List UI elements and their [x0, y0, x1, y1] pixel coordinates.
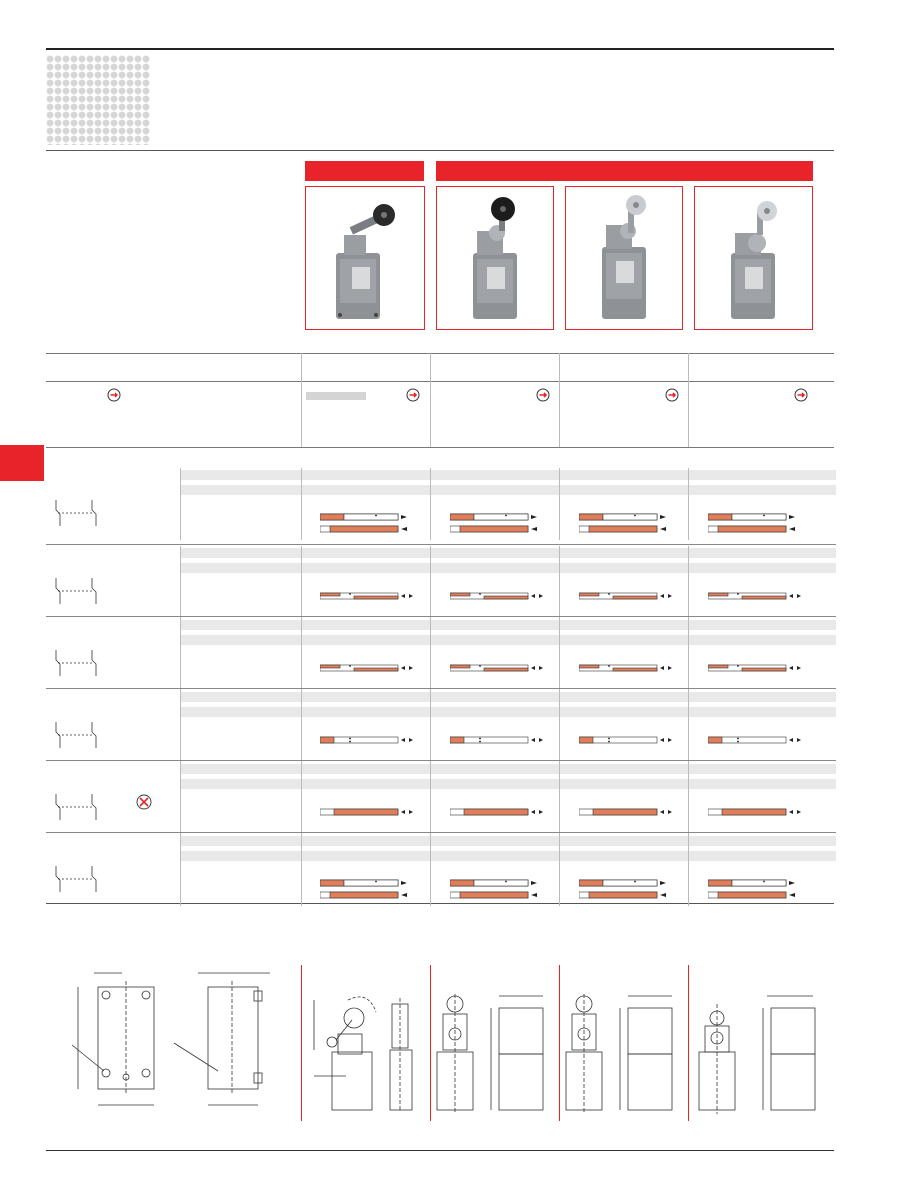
row-band-top	[180, 548, 836, 558]
row-col-sep	[688, 618, 689, 690]
positive-opening-icon	[536, 388, 550, 402]
row-band-bottom	[180, 707, 836, 717]
dimension-drawing-actuator-1	[306, 990, 424, 1118]
row-band-top	[180, 692, 836, 702]
travel-diagram	[708, 512, 808, 541]
travel-diagram	[579, 662, 679, 680]
dimension-drawing-actuator-4	[691, 990, 829, 1118]
row-band-bottom	[180, 485, 836, 495]
travel-diagram	[579, 512, 679, 541]
row-band-bottom	[180, 851, 836, 861]
contact-symbol	[48, 646, 108, 685]
dimension-drawing-side	[170, 965, 270, 1117]
row-col-sep	[559, 834, 560, 906]
row-band-bottom	[180, 779, 836, 789]
spec-rule-2	[46, 381, 834, 382]
row-rule	[46, 616, 836, 617]
positive-opening-icon	[665, 388, 679, 402]
row-rule	[46, 760, 836, 761]
row-col-sep	[430, 546, 431, 618]
travel-diagram	[579, 734, 679, 752]
grey-field	[306, 392, 366, 400]
row-col-sep	[301, 762, 302, 834]
row-col-sep	[688, 546, 689, 618]
row-col-sep	[430, 618, 431, 690]
row-col-sep	[430, 468, 431, 540]
header-dot-pattern	[46, 55, 150, 145]
travel-diagram	[320, 512, 420, 541]
top-rule	[46, 48, 834, 50]
row-rule	[46, 688, 836, 689]
travel-diagram	[450, 590, 550, 608]
travel-diagram	[708, 806, 808, 824]
row-col-sep	[430, 834, 431, 906]
bottom-rule	[46, 1150, 834, 1151]
contact-symbol	[48, 790, 108, 829]
contact-symbol	[48, 862, 108, 901]
travel-diagram	[320, 590, 420, 608]
row-col-sep	[301, 468, 302, 540]
contact-symbol	[48, 574, 108, 613]
travel-diagram	[708, 590, 808, 608]
col-sep-2	[430, 353, 431, 447]
travel-diagram	[579, 878, 679, 907]
row-col-sep	[180, 618, 181, 690]
travel-diagram	[579, 806, 679, 824]
travel-diagram	[450, 806, 550, 824]
dimension-drawing-actuator-3	[562, 990, 686, 1118]
travel-diagram	[708, 878, 808, 907]
contact-symbol	[48, 718, 108, 757]
row-col-sep	[180, 468, 181, 540]
header-bottom-rule	[46, 150, 834, 151]
row-col-sep	[180, 546, 181, 618]
no-positive-opening-icon	[136, 794, 152, 810]
positive-opening-icon	[107, 388, 121, 402]
row-col-sep	[688, 834, 689, 906]
row-band-top	[180, 764, 836, 774]
row-col-sep	[688, 762, 689, 834]
row-col-sep	[430, 762, 431, 834]
row-band-bottom	[180, 635, 836, 645]
dimension-drawing-actuator-2	[433, 990, 557, 1118]
travel-diagram	[450, 734, 550, 752]
row-rule	[46, 544, 836, 545]
dimension-drawing-front	[64, 965, 176, 1117]
row-band-top	[180, 836, 836, 846]
row-col-sep	[559, 468, 560, 540]
row-col-sep	[180, 834, 181, 906]
travel-diagram	[320, 806, 420, 824]
row-col-sep	[559, 618, 560, 690]
row-col-sep	[301, 618, 302, 690]
side-tab	[0, 445, 44, 481]
travel-diagram	[708, 662, 808, 680]
row-col-sep	[559, 762, 560, 834]
category-bar-right	[436, 161, 813, 181]
travel-diagram	[579, 590, 679, 608]
row-col-sep	[301, 690, 302, 762]
drawing-sep-1	[301, 965, 302, 1121]
row-col-sep	[180, 762, 181, 834]
positive-opening-icon	[794, 388, 808, 402]
travel-diagram	[320, 878, 420, 907]
col-sep-3	[559, 353, 560, 447]
spec-rule-1	[46, 353, 834, 354]
row-col-sep	[301, 834, 302, 906]
drawing-sep-4	[688, 965, 689, 1121]
col-sep-4	[688, 353, 689, 447]
travel-diagram	[708, 734, 808, 752]
row-col-sep	[559, 690, 560, 762]
travel-diagram	[450, 512, 550, 541]
row-col-sep	[301, 546, 302, 618]
row-band-bottom	[180, 563, 836, 573]
row-col-sep	[688, 690, 689, 762]
travel-diagram	[320, 662, 420, 680]
drawing-sep-2	[430, 965, 431, 1121]
product-photo-3	[565, 186, 683, 330]
row-band-top	[180, 470, 836, 480]
row-col-sep	[559, 546, 560, 618]
row-col-sep	[430, 690, 431, 762]
row-rule	[46, 832, 836, 833]
row-band-top	[180, 620, 836, 630]
drawing-sep-3	[559, 965, 560, 1121]
travel-diagram	[320, 734, 420, 752]
spec-rule-3	[46, 447, 834, 448]
category-bar-left	[305, 161, 424, 181]
contact-symbol	[48, 496, 108, 535]
travel-diagram	[450, 662, 550, 680]
positive-opening-icon	[406, 388, 420, 402]
product-photo-2	[436, 186, 554, 330]
col-sep-1	[301, 353, 302, 447]
product-photo-4	[694, 186, 813, 330]
product-photo-1	[305, 186, 425, 330]
row-col-sep	[688, 468, 689, 540]
row-col-sep	[180, 690, 181, 762]
travel-diagram	[450, 878, 550, 907]
